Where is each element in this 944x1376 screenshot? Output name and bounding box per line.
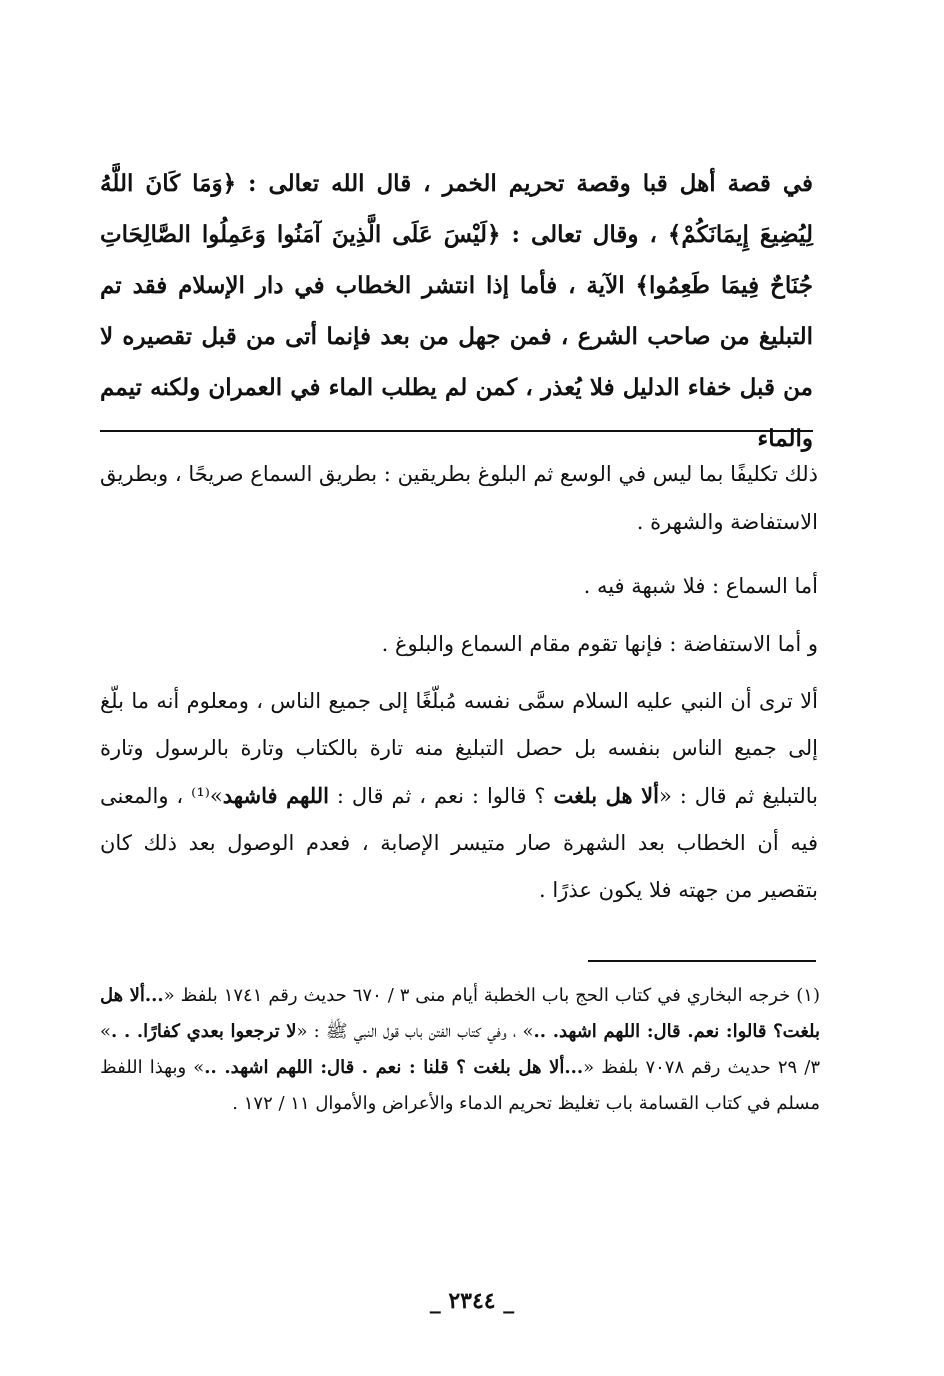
footnote-text-3: » ٣/ ٢٩ حديث رقم ٧٠٧٨ بلفظ « — [100, 1021, 820, 1078]
footnote-text-4: » وبهذا اللفظ مسلم في كتاب القسامة باب تغليظ تحريم الدماء والأعراض والأموال ١١ / ١٧٢ . — [100, 1057, 820, 1114]
istifada-paragraph: و أما الاستفاضة : فإنها تقوم مقام السماع والبلوغ . — [381, 632, 818, 656]
hadith-paragraph — [100, 678, 818, 914]
footnote-text-2: » ، وفي كتاب الفتن باب قول النبي ﷺ : « — [296, 1021, 534, 1042]
hadith-text-2: ؟ قالوا : نعم ، ثم قال : — [328, 784, 554, 808]
hadith-quote-1: ألا هل بلغت — [553, 783, 659, 808]
continuation-paragraph: ذلك تكليفًا بما ليس في الوسع ثم البلوغ بطريقين : بطريق السماع صريحًا ، وبطريق الاستفاضة والشهرة . — [100, 462, 818, 534]
hadith-text-3: ، والمعنى فيه أن الخطاب بعد الشهرة صار متيسر الإصابة ، فعدم الوصول بعد ذلك كان بتقصير من جهته فلا يكون عذرًا . — [100, 784, 818, 902]
footnote-number: (١) — [796, 985, 820, 1006]
sama-paragraph: أما السماع : فلا شبهة فيه . — [583, 574, 818, 598]
hadith-text-1: ألا ترى أن النبي عليه السلام سمَّى نفسه مُبلّغًا إلى جميع الناس ، ومعلوم أنه ما بلّغ إلى جميع الناس بنفسه بل حصل التبليغ منه تارة بالكتاب وتارة بالرسول وتارة بالتبليغ ثم قال : « — [100, 689, 818, 808]
footnote-reference[interactable]: »⁽¹⁾ — [191, 784, 223, 808]
footnote-text-1: خرجه البخاري في كتاب الحج باب الخطبة أيام منى ٣ / ٦٧٠ حديث رقم ١٧٤١ بلفظ « — [163, 985, 797, 1006]
section-divider — [100, 430, 813, 432]
hadith-quote-2: اللهم فاشهد — [222, 783, 329, 808]
page-number: _ ٢٣٤٤ _ — [429, 1288, 515, 1314]
main-text-paragraph: في قصة أهل قبا وقصة تحريم الخمر ، قال الله تعالى : ﴿وَمَا كَانَ اللَّهُ لِيُضِيعَ إِيمَانَكُمْ﴾ ، وقال تعالى : ﴿لَيْسَ عَلَى الَّذِينَ آمَنُوا وَعَمِلُوا الصَّالِحَاتِ جُنَاحٌ فِيمَا طَعِمُوا﴾ الآية ، فأما إذا انتشر الخطاب في دار الإسلام فقد تم التبليغ من صاحب الشرع ، فمن جهل من بعد فإنما أتى من قبل تقصيره لا من قبل خفاء الدليل فلا يُعذر ، كمن لم يطلب الماء في العمران ولكنه تيمم والماء — [100, 170, 813, 452]
footnote-quote-3: ...ألا هل بلغت ؟ قلنا : نعم . قال: اللهم اشهد. .. — [204, 1057, 584, 1078]
footnote-divider — [588, 960, 816, 962]
footnote-quote-2: لا ترجعوا بعدي كفارًا. . . — [111, 1021, 297, 1042]
footnote-quote-1: ...ألا هل بلغت؟ قالوا: نعم. قال: اللهم اشهد. .. — [100, 985, 820, 1042]
footnote — [100, 978, 820, 1122]
